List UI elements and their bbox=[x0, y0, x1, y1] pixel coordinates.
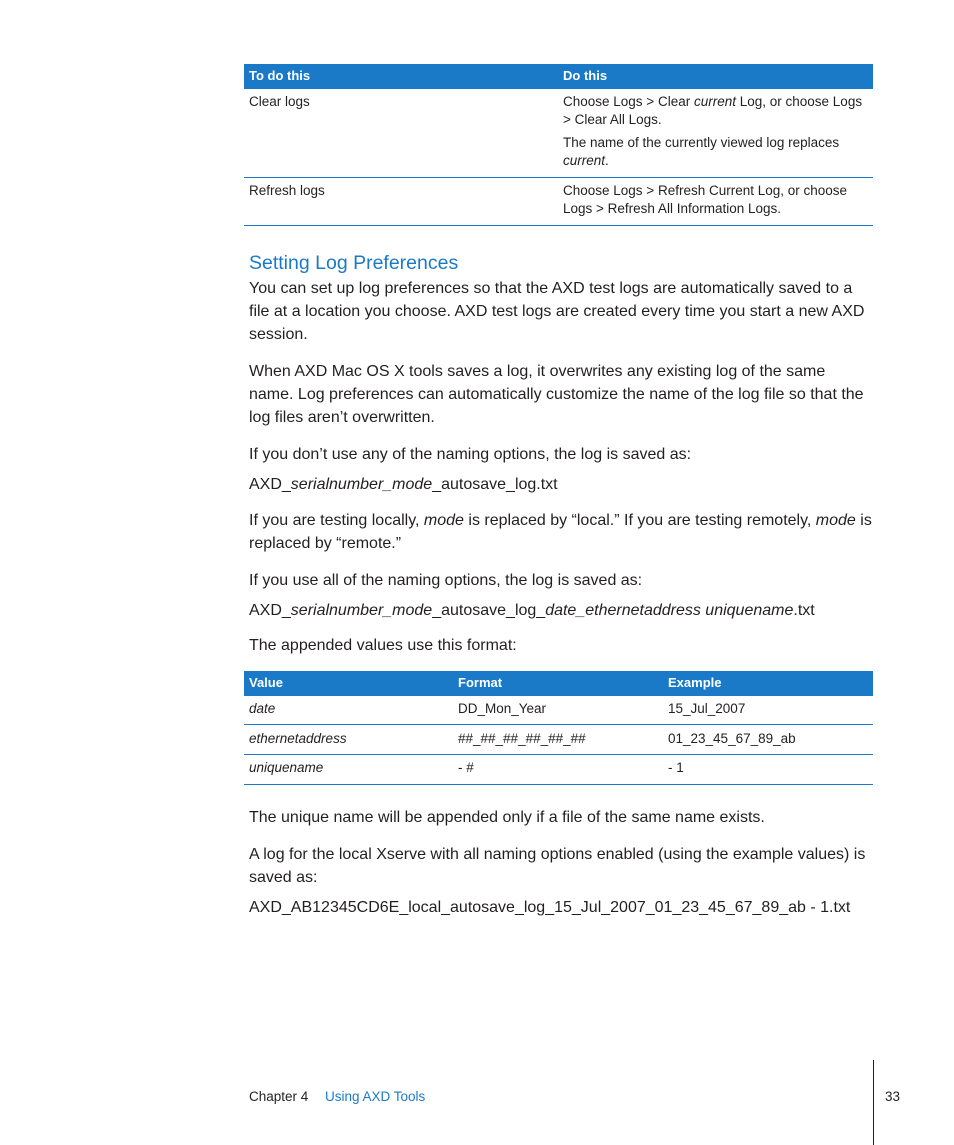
table1-bottom-rule bbox=[244, 225, 873, 226]
table2-header-format: Format bbox=[458, 675, 503, 690]
table2-header-value: Value bbox=[249, 675, 283, 690]
filename-example: AXD_AB12345CD6E_local_autosave_log_15_Jul_2007_01_23_45_67_89_ab - 1.txt bbox=[249, 899, 851, 916]
table2-header bbox=[244, 671, 873, 696]
table2-row3-value: uniquename bbox=[249, 760, 324, 775]
table2-row2-example: 01_23_45_67_89_ab bbox=[668, 731, 796, 746]
table1-header-col1: To do this bbox=[249, 68, 311, 83]
paragraph-no-options: If you don’t use any of the naming options, the log is saved as: bbox=[249, 446, 692, 463]
table2-row3-format: - # bbox=[458, 760, 474, 775]
table2-row1-value: date bbox=[249, 701, 276, 716]
filename-all-options: AXD_serialnumber_mode_autosave_log_date_ethernetaddress uniquename.txt bbox=[249, 602, 815, 619]
paragraph-format-intro: The appended values use this format: bbox=[249, 637, 517, 654]
table2-row-divider-2 bbox=[244, 754, 873, 755]
table1-header bbox=[244, 64, 873, 89]
table2-row2-value: ethernetaddress bbox=[249, 731, 347, 746]
table2-row1-format: DD_Mon_Year bbox=[458, 701, 547, 716]
table2-row1-example: 15_Jul_2007 bbox=[668, 701, 746, 716]
table1-row2-task: Refresh logs bbox=[249, 183, 325, 198]
table1-row2-action: Choose Logs > Refresh Current Log, or choose Logs > Refresh All Information Logs. bbox=[563, 183, 848, 216]
footer-chapter: Chapter 4 bbox=[249, 1089, 309, 1104]
table2-header-example: Example bbox=[668, 675, 722, 690]
paragraph-all-options: If you use all of the naming options, the log is saved as: bbox=[249, 572, 643, 589]
paragraph-intro: You can set up log preferences so that the AXD test logs are automatically saved to a file at a location you choose. AXD test logs are created every time you start a new AXD session. bbox=[249, 280, 865, 343]
table2-bottom-rule bbox=[244, 784, 873, 785]
page-number: 33 bbox=[885, 1089, 901, 1104]
table1-row1-action: Choose Logs > Clear current Log, or choose Logs > Clear All Logs. The name of the currently viewed log replaces current. bbox=[563, 94, 863, 168]
paragraph-example-intro: A log for the local Xserve with all naming options enabled (using the example values) is saved as: bbox=[249, 846, 866, 886]
table2-row3-example: - 1 bbox=[668, 760, 684, 775]
table1-row1-task: Clear logs bbox=[249, 94, 310, 109]
footer-divider bbox=[873, 1060, 874, 1145]
paragraph-overwrite: When AXD Mac OS X tools saves a log, it overwrites any existing log of the same name. Log preferences can automatically customize the name of the log file so that the log files aren’t overwritten. bbox=[249, 363, 864, 426]
paragraph-unique-name: The unique name will be appended only if a file of the same name exists. bbox=[249, 809, 765, 826]
footer-chapter-title[interactable]: Using AXD Tools bbox=[325, 1089, 426, 1104]
table1-header-col2: Do this bbox=[563, 68, 608, 83]
table2-row-divider-1 bbox=[244, 724, 873, 725]
section-heading: Setting Log Preferences bbox=[249, 252, 459, 274]
table1-row-divider bbox=[244, 177, 873, 178]
filename-default: AXD_serialnumber_mode_autosave_log.txt bbox=[249, 476, 558, 493]
paragraph-mode: If you are testing locally, mode is replaced by “local.” If you are testing remotely, mode is replaced by “remote.” bbox=[249, 512, 872, 552]
table2-row2-format: ##_##_##_##_##_## bbox=[458, 731, 586, 746]
